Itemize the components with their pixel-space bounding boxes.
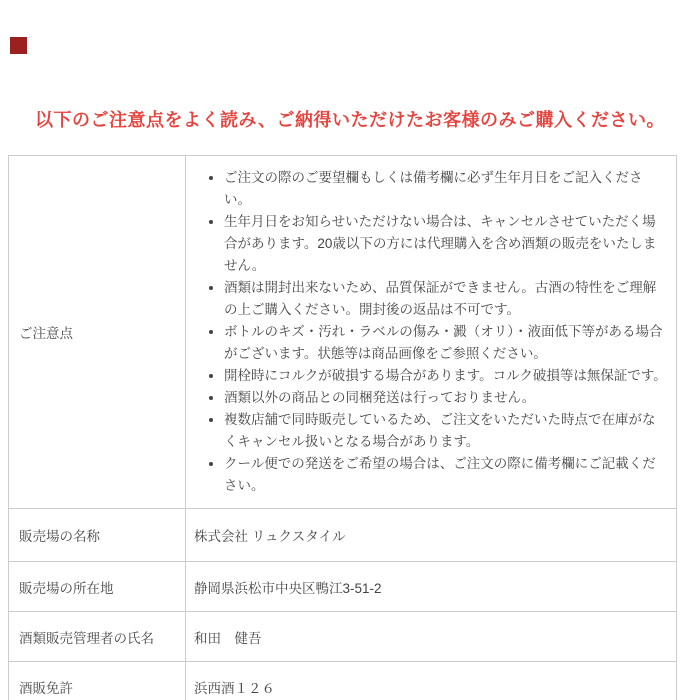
row-value-sales-manager: 和田 健吾 [186,612,677,662]
row-label-shop-name: 販売場の名称 [9,509,186,562]
notice-bullet-list [186,167,668,497]
red-square-marker [10,37,27,54]
page-title: 以下のご注意点をよく読み、ご納得いただけたお客様のみご購入ください。 [34,110,666,130]
row-label-notes: ご注意点 [9,156,186,509]
row-label-liquor-license: 酒販免許 [9,662,186,700]
table-row-sales-manager [9,612,677,662]
notice-item: • 開栓時にコルクが破損する場合があります。コルク破損等は無保証です。 [224,365,668,387]
notice-item: • 酒類以外の商品との同梱発送は行っておりません。 [224,387,668,409]
table-row-liquor-license [9,662,677,700]
row-value-liquor-license: 浜西酒１２６ [186,662,677,700]
row-value-shop-address: 静岡県浜松市中央区鴨江3-51-2 [186,562,677,612]
table-row-shop-address [9,562,677,612]
notice-item: • ボトルのキズ・汚れ・ラベルの傷み・澱（オリ）・液面低下等がある場合がございます。状態等は商品画像をご参照ください。 [224,321,668,365]
notice-item: • クール便での発送をご希望の場合は、ご注文の際に備考欄にご記載ください。 [224,453,668,497]
table-row-shop-name [9,509,677,562]
row-label-shop-address: 販売場の所在地 [9,562,186,612]
row-label-sales-manager: 酒類販売管理者の氏名 [9,612,186,662]
alcohol-notice-table [8,155,677,700]
notice-item: • 複数店舗で同時販売しているため、ご注文をいただいた時点で在庫がなくキャンセル扱いとなる場合があります。 [224,409,668,453]
notice-item: • 生年月日をお知らせいただけない場合は、キャンセルさせていただく場合があります。20歳以下の方には代理購入を含め酒類の販売をいたしません。 [224,211,668,277]
notes-cell [186,156,677,509]
row-value-shop-name: 株式会社 リュクスタイル [186,509,677,562]
notice-item: • 酒類は開封出来ないため、品質保証ができません。古酒の特性をご理解の上ご購入ください。開封後の返品は不可です。 [224,277,668,321]
notice-item: • ご注文の際のご要望欄もしくは備考欄に必ず生年月日をご記入ください。 [224,167,668,211]
table-row-notes [9,156,677,509]
